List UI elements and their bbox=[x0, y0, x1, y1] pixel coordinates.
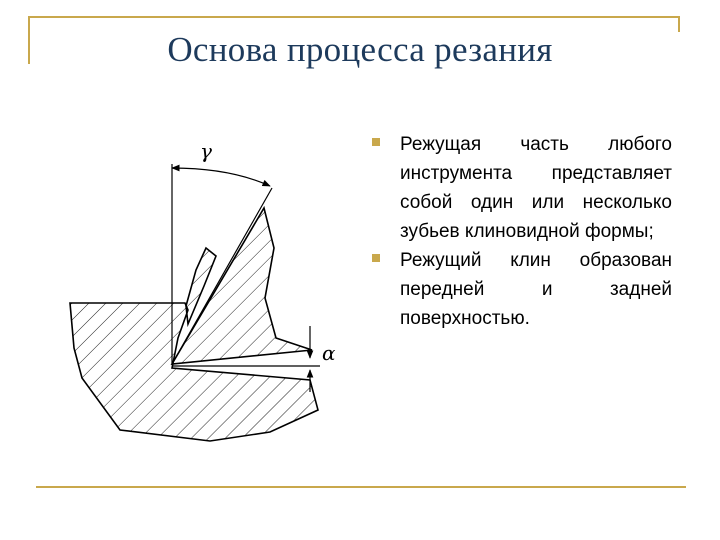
bullet-square-icon bbox=[372, 254, 380, 262]
gamma-label: γ bbox=[200, 139, 212, 163]
frame-left-line bbox=[28, 16, 30, 64]
bullet-list bbox=[372, 130, 672, 333]
cutting-wedge-diagram bbox=[60, 128, 360, 458]
bullet-text: Режущий клин образован передней и задней поверхностью. bbox=[400, 250, 672, 329]
bullet-text: Режущая часть любого инструмента представляет собой один или несколько зубьев клиновидной формы; bbox=[400, 134, 672, 242]
alpha-label: α bbox=[322, 341, 336, 365]
workpiece-body bbox=[70, 303, 318, 441]
frame-bottom-line bbox=[36, 486, 686, 488]
frame-top-line bbox=[28, 16, 680, 18]
bullet-item bbox=[372, 246, 672, 333]
slide-title: Основа процесса резания bbox=[167, 30, 553, 69]
bullet-item bbox=[372, 130, 672, 246]
bullet-square-icon bbox=[372, 138, 380, 146]
